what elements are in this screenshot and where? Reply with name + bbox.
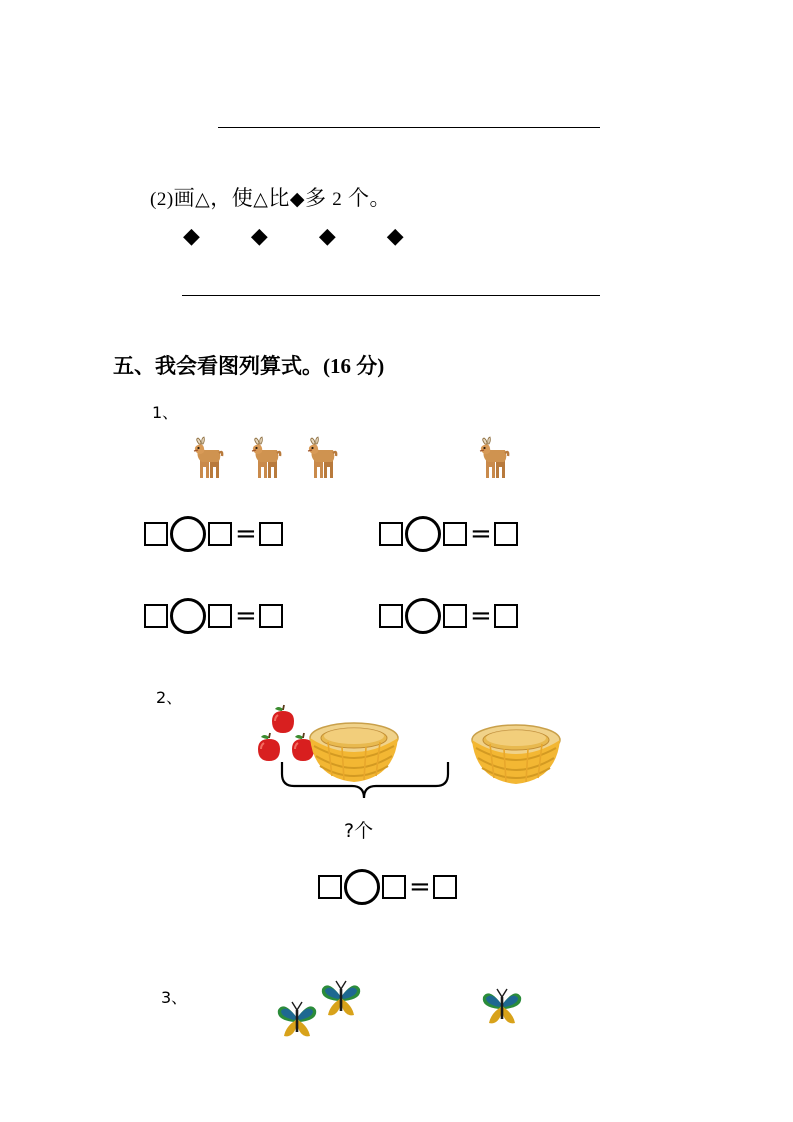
section-5-heading: [113, 350, 384, 380]
apple-icon: [252, 730, 286, 764]
item-2-number: 2、: [156, 688, 183, 707]
butterfly-icon: [318, 975, 364, 1019]
operator-circle[interactable]: [170, 516, 206, 552]
question-2-body-4: 多: [305, 186, 327, 210]
operator-circle[interactable]: [170, 598, 206, 634]
equation-row[interactable]: [144, 598, 283, 634]
triangle-symbol-2: △: [253, 188, 269, 210]
question-2-body-5: 个。: [348, 186, 392, 210]
section-5-title: 我会看图列算式。: [155, 354, 323, 378]
answer-box[interactable]: [443, 604, 467, 628]
answer-box[interactable]: [433, 875, 457, 899]
question-2-body: 画: [173, 186, 196, 210]
answer-box[interactable]: [379, 604, 403, 628]
item-3-number: 3、: [161, 988, 188, 1007]
section-5-label: 五、: [113, 354, 155, 378]
operator-circle[interactable]: [344, 869, 380, 905]
question-2-body-2: ，使: [210, 186, 254, 210]
question-2-count: 2: [332, 189, 343, 210]
answer-line-top: [218, 127, 600, 128]
answer-box[interactable]: [259, 604, 283, 628]
goat-icon: [478, 436, 512, 482]
equation-row[interactable]: [379, 516, 518, 552]
goat-icon: [250, 436, 284, 482]
answer-box[interactable]: [318, 875, 342, 899]
section-5-score: (16 分): [323, 354, 385, 378]
equation-row[interactable]: [318, 869, 457, 905]
answer-box[interactable]: [144, 604, 168, 628]
goat-icon: [306, 436, 340, 482]
item-1-number: 1、: [152, 403, 179, 422]
equation-row[interactable]: [144, 516, 283, 552]
equals-sign: =: [235, 519, 257, 549]
operator-circle[interactable]: [405, 516, 441, 552]
question-2-text: [150, 182, 391, 212]
equation-row[interactable]: [379, 598, 518, 634]
answer-box[interactable]: [494, 604, 518, 628]
butterfly-icon: [274, 996, 320, 1040]
answer-box[interactable]: [208, 522, 232, 546]
operator-circle[interactable]: [405, 598, 441, 634]
equals-sign: =: [470, 601, 492, 631]
answer-box[interactable]: [208, 604, 232, 628]
answer-box[interactable]: [259, 522, 283, 546]
question-2-number: (2): [150, 189, 174, 210]
answer-box[interactable]: [443, 522, 467, 546]
answer-box[interactable]: [144, 522, 168, 546]
answer-line-middle: [182, 295, 600, 296]
unknown-quantity-label: ?个: [344, 820, 374, 842]
equals-sign: =: [470, 519, 492, 549]
diamond-symbol: ◆: [289, 188, 306, 210]
butterfly-icon: [479, 983, 525, 1027]
question-2-body-3: 比: [268, 186, 290, 210]
diamond-row: ◆ ◆ ◆ ◆: [183, 224, 426, 249]
goat-icon: [192, 436, 226, 482]
answer-box[interactable]: [382, 875, 406, 899]
triangle-symbol: △: [195, 188, 211, 210]
equals-sign: =: [235, 601, 257, 631]
answer-box[interactable]: [494, 522, 518, 546]
answer-box[interactable]: [379, 522, 403, 546]
basket-icon: [468, 716, 564, 790]
equals-sign: =: [409, 872, 431, 902]
grouping-brace: [280, 760, 450, 810]
